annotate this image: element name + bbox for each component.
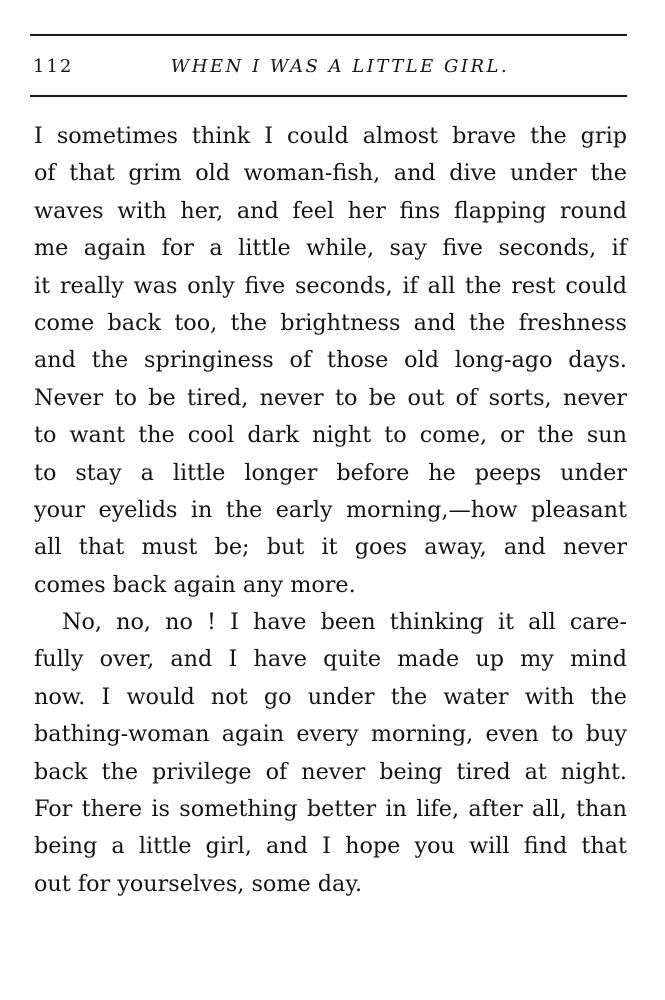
text-line: and the springiness of those old long-ago days.: [34, 347, 627, 374]
text-line: me again for a little while, say five seconds, if: [34, 235, 627, 262]
running-head: WHEN I WAS A LITTLE GIRL.: [170, 56, 510, 77]
text-line: it really was only five seconds, if all the rest could: [34, 272, 627, 299]
text-line: to want the cool dark night to come, or the sun: [34, 422, 627, 449]
text-line: fully over, and I have quite made up my mind: [34, 646, 627, 673]
text-line: I sometimes think I could almost brave the grip: [34, 123, 627, 149]
header-bottom-rule: [30, 95, 627, 97]
text-line: of that grim old woman-fish, and dive under the: [34, 160, 627, 187]
text-line: waves with her, and feel her fins flapping round: [34, 197, 627, 224]
text-line: Never to be tired, never to be out of sorts, never: [34, 384, 627, 411]
text-line: to stay a little longer before he peeps under: [34, 459, 627, 486]
text-line: out for yourselves, some day.: [34, 870, 363, 897]
text-line: now. I would not go under the water with the: [34, 683, 627, 710]
text-line: all that must be; but it goes away, and never: [34, 534, 627, 561]
page-header: [33, 52, 627, 82]
paragraph-1: [34, 118, 627, 604]
text-line: back the privilege of never being tired at night.: [34, 758, 627, 785]
page-body: [34, 118, 627, 903]
text-line: comes back again any more.: [34, 571, 356, 598]
header-top-rule: [30, 34, 627, 36]
text-line: bathing-woman again every morning, even to buy: [34, 721, 627, 748]
text-line: come back too, the brightness and the freshness: [34, 309, 627, 336]
text-line: your eyelids in the early morning,—how pleasant: [34, 496, 627, 523]
text-line: For there is something better in life, after all, than: [34, 796, 627, 823]
text-line: being a little girl, and I hope you will find that: [34, 833, 627, 860]
page-number: 112: [33, 56, 74, 77]
paragraph-2: [34, 604, 627, 903]
text-line: No, no, no ! I have been thinking it all care-: [62, 609, 627, 636]
